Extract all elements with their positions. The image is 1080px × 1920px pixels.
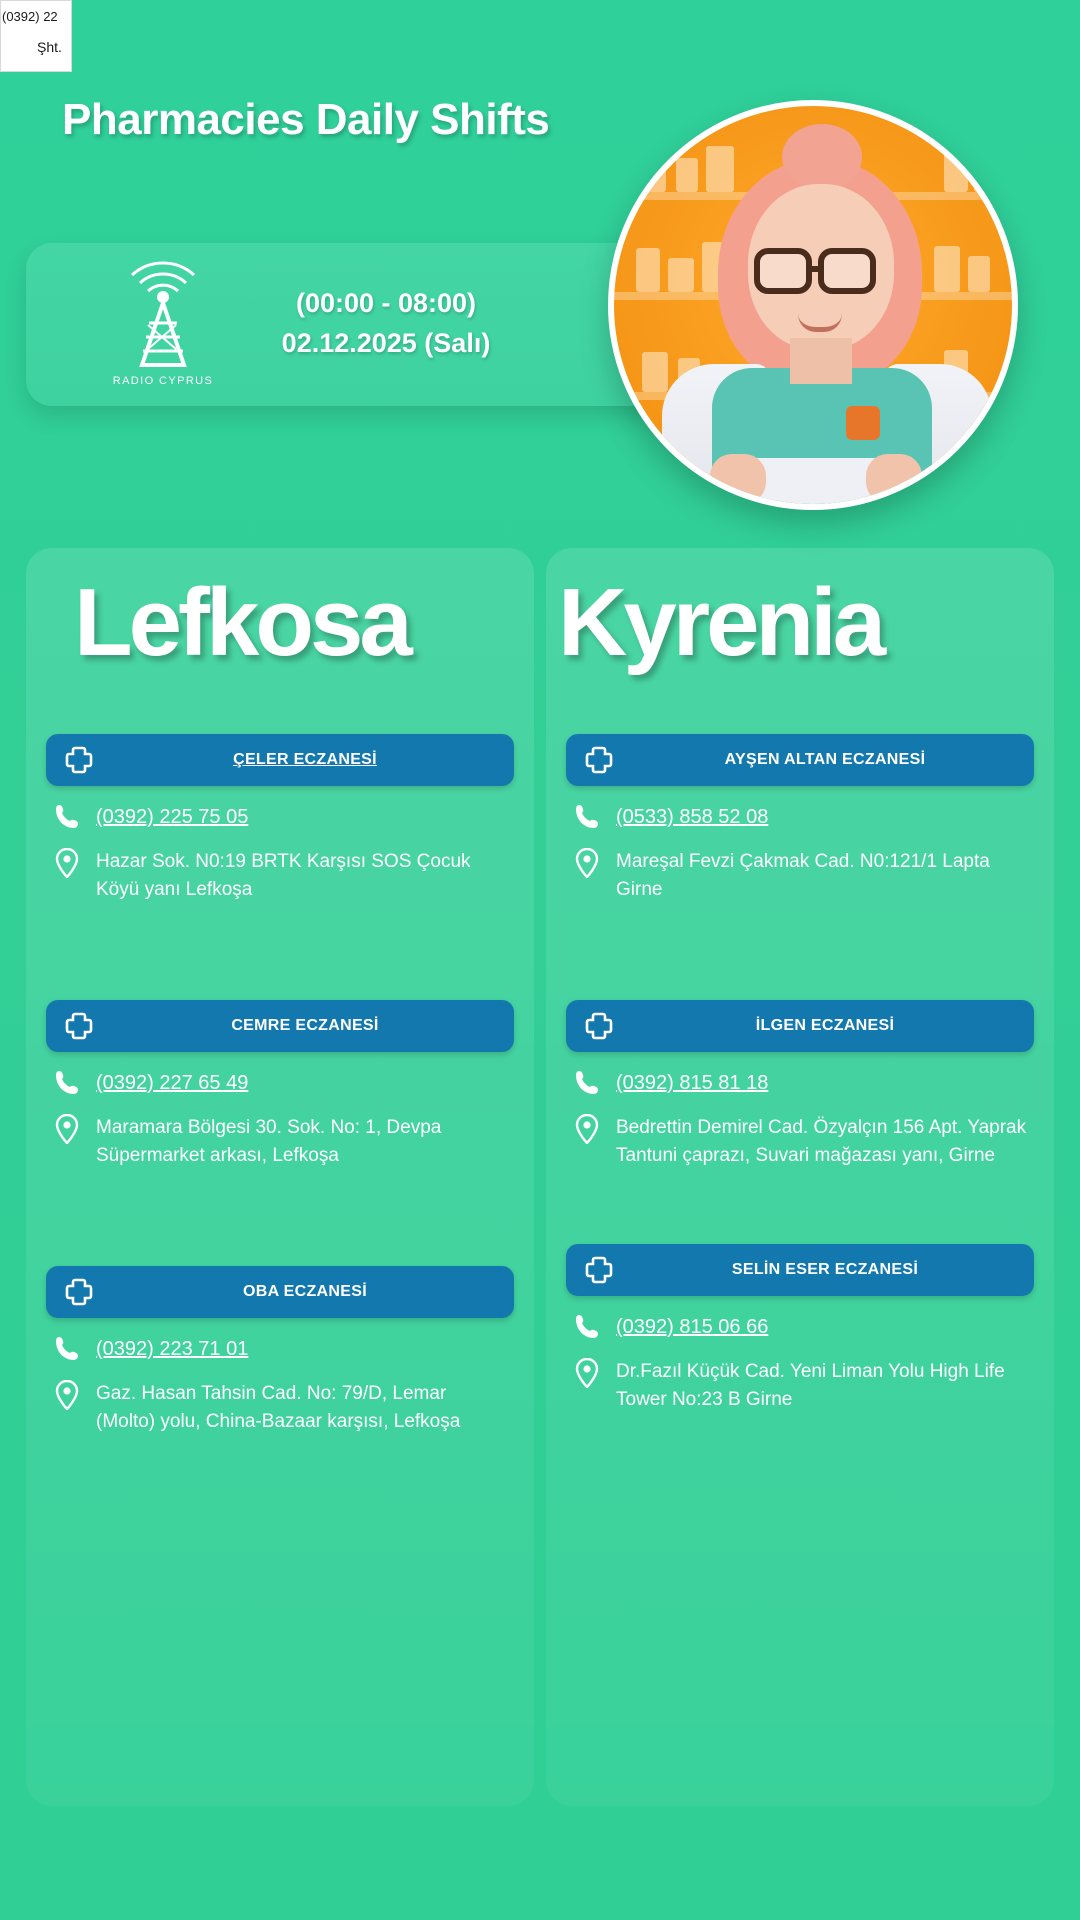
location-pin-icon [54, 1380, 82, 1410]
pharmacy-name[interactable]: ÇELER ECZANESİ [233, 751, 377, 768]
location-pin-icon [54, 848, 82, 878]
city-title: Lefkosa [74, 569, 409, 676]
pharmacy-name-bar[interactable] [46, 1000, 514, 1052]
pharmacy-name[interactable]: CEMRE ECZANESİ [231, 1017, 379, 1034]
phone-icon [54, 1068, 82, 1098]
phone-row[interactable] [50, 1068, 510, 1098]
pharmacy-entry [26, 1000, 534, 1170]
pharmacy-phone[interactable]: (0392) 227 65 49 [96, 1072, 249, 1094]
address-row [50, 1114, 510, 1170]
pharmacy-address: Bedrettin Demirel Cad. Özyalçın 156 Apt. Yaprak Tantuni çaprazı, Suvari mağazası yanı, Girne [616, 1117, 1027, 1166]
address-row [570, 1358, 1030, 1414]
city-title: Kyrenia [558, 569, 883, 676]
phone-row[interactable] [570, 1068, 1030, 1098]
pharmacy-phone[interactable]: (0392) 223 71 01 [96, 1338, 249, 1360]
shift-time: (00:00 - 08:00) [295, 288, 477, 318]
pharmacy-phone[interactable]: (0392) 815 06 66 [616, 1316, 769, 1338]
page-title: Pharmacies Daily Shifts [62, 95, 550, 144]
pharmacist-illustration [608, 100, 1018, 510]
pharmacy-cross-icon [584, 1255, 614, 1285]
location-pin-icon [574, 1114, 602, 1144]
pharmacy-address: Gaz. Hasan Tahsin Cad. No: 79/D, Lemar (Molto) yolu, China-Bazaar karşısı, Lefkoşa [96, 1383, 461, 1432]
pharmacy-phone[interactable]: (0392) 225 75 05 [96, 806, 249, 828]
pharmacy-cross-icon [64, 745, 94, 775]
pharmacy-cross-icon [64, 1011, 94, 1041]
location-pin-icon [54, 1114, 82, 1144]
phone-row[interactable] [570, 802, 1030, 832]
pharmacy-entry [546, 1000, 1054, 1170]
phone-row[interactable] [50, 1334, 510, 1364]
pharmacy-name[interactable]: SELİN ESER ECZANESİ [731, 1261, 919, 1278]
address-row [570, 848, 1030, 904]
pharmacy-entry [26, 1266, 534, 1436]
pharmacy-phone[interactable]: (0392) 815 81 18 [616, 1072, 769, 1094]
tooltip-line-2: Şht. [37, 39, 62, 55]
pharmacy-cross-icon [584, 1011, 614, 1041]
pharmacy-list [546, 734, 1054, 1430]
pharmacy-entry [546, 1244, 1054, 1414]
pharmacy-address: Maramara Bölgesi 30. Sok. No: 1, Devpa Süpermarket arkası, Lefkoşa [96, 1117, 442, 1166]
pharmacy-name[interactable]: OBA ECZANESİ [243, 1283, 367, 1300]
location-pin-icon [574, 1358, 602, 1388]
pharmacy-address: Hazar Sok. N0:19 BRTK Karşısı SOS Çocuk Köyü yanı Lefkoşa [96, 851, 471, 900]
pharmacy-name[interactable]: AYŞEN ALTAN ECZANESİ [724, 751, 926, 768]
pharmacy-name-bar[interactable] [46, 734, 514, 786]
phone-icon [574, 1068, 602, 1098]
address-row [50, 1380, 510, 1436]
pharmacy-name[interactable]: İLGEN ECZANESİ [755, 1017, 895, 1034]
pharmacy-name-bar[interactable] [566, 1244, 1034, 1296]
phone-icon [54, 1334, 82, 1364]
tooltip-line-1: (0392) 22 [2, 9, 58, 24]
pharmacy-entry [546, 734, 1054, 904]
radio-logo-caption: RADIO CYPRUS [112, 375, 214, 387]
phone-row[interactable] [570, 1312, 1030, 1342]
phone-row[interactable] [50, 802, 510, 832]
pharmacy-address: Dr.Fazıl Küçük Cad. Yeni Liman Yolu High Life Tower No:23 B Girne [616, 1361, 1005, 1410]
pharmacy-cross-icon [64, 1277, 94, 1307]
phone-icon [574, 1312, 602, 1342]
pharmacy-phone[interactable]: (0533) 858 52 08 [616, 806, 769, 828]
pharmacy-address: Mareşal Fevzi Çakmak Cad. N0:121/1 Lapta Girne [616, 851, 990, 900]
pharmacy-cross-icon [584, 745, 614, 775]
city-column-kyrenia [546, 548, 1054, 1806]
pharmacy-list [26, 734, 534, 1452]
location-pin-icon [574, 848, 602, 878]
pharmacy-name-bar[interactable] [566, 734, 1034, 786]
city-column-lefkosa [26, 548, 534, 1806]
tooltip-overlay [0, 0, 72, 72]
pharmacy-entry [26, 734, 534, 904]
pharmacy-name-bar[interactable] [46, 1266, 514, 1318]
address-row [50, 848, 510, 904]
phone-icon [54, 802, 82, 832]
shift-date: 02.12.2025 (Salı) [281, 328, 491, 358]
pharmacy-name-bar[interactable] [566, 1000, 1034, 1052]
phone-icon [574, 802, 602, 832]
address-row [570, 1114, 1030, 1170]
